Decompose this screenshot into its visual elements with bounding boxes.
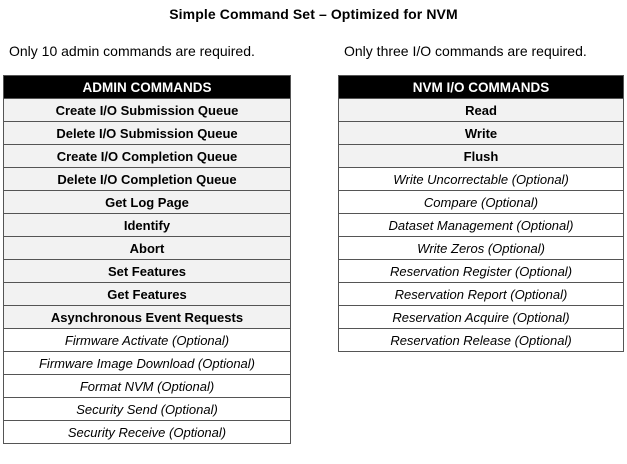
admin-command-command-cell: Create I/O Submission Queue xyxy=(4,99,291,122)
nvm-subtitle: Only three I/O commands are required. xyxy=(344,43,587,59)
nvm-command-row xyxy=(339,122,624,145)
admin-command-row xyxy=(4,306,291,329)
admin-command-row xyxy=(4,214,291,237)
admin-command-row xyxy=(4,237,291,260)
admin-command-row xyxy=(4,191,291,214)
nvm-command-row xyxy=(339,260,624,283)
nvm-command-row xyxy=(339,306,624,329)
nvm-command-command-cell: Compare (Optional) xyxy=(339,191,624,214)
admin-command-row xyxy=(4,145,291,168)
nvm-command-row xyxy=(339,168,624,191)
nvm-command-command-cell: Reservation Register (Optional) xyxy=(339,260,624,283)
nvm-command-row xyxy=(339,191,624,214)
admin-command-row xyxy=(4,352,291,375)
admin-command-row xyxy=(4,99,291,122)
admin-command-command-cell: Set Features xyxy=(4,260,291,283)
admin-commands-table xyxy=(3,75,291,444)
admin-command-row xyxy=(4,168,291,191)
nvm-command-command-cell: Dataset Management (Optional) xyxy=(339,214,624,237)
nvm-command-command-cell: Flush xyxy=(339,145,624,168)
admin-command-row xyxy=(4,421,291,444)
admin-command-command-cell: Security Receive (Optional) xyxy=(4,421,291,444)
nvm-command-command-cell: Write Uncorrectable (Optional) xyxy=(339,168,624,191)
admin-subtitle: Only 10 admin commands are required. xyxy=(9,43,255,59)
nvm-command-command-cell: Write xyxy=(339,122,624,145)
nvm-command-row xyxy=(339,237,624,260)
admin-table-header: ADMIN COMMANDS xyxy=(4,76,291,99)
admin-command-row xyxy=(4,260,291,283)
nvm-command-command-cell: Read xyxy=(339,99,624,122)
nvm-command-row xyxy=(339,99,624,122)
nvm-table-body xyxy=(339,99,624,352)
admin-command-command-cell: Identify xyxy=(4,214,291,237)
admin-command-row xyxy=(4,122,291,145)
admin-command-row xyxy=(4,375,291,398)
admin-command-command-cell: Get Log Page xyxy=(4,191,291,214)
admin-command-command-cell: Create I/O Completion Queue xyxy=(4,145,291,168)
nvm-command-command-cell: Write Zeros (Optional) xyxy=(339,237,624,260)
admin-command-command-cell: Abort xyxy=(4,237,291,260)
nvm-command-row xyxy=(339,329,624,352)
admin-command-command-cell: Format NVM (Optional) xyxy=(4,375,291,398)
admin-command-command-cell: Delete I/O Completion Queue xyxy=(4,168,291,191)
nvm-command-row xyxy=(339,283,624,306)
admin-table-header-row xyxy=(4,76,291,99)
admin-command-row xyxy=(4,283,291,306)
admin-command-command-cell: Delete I/O Submission Queue xyxy=(4,122,291,145)
admin-command-command-cell: Firmware Activate (Optional) xyxy=(4,329,291,352)
admin-command-command-cell: Firmware Image Download (Optional) xyxy=(4,352,291,375)
nvm-table-header: NVM I/O COMMANDS xyxy=(339,76,624,99)
admin-command-row xyxy=(4,329,291,352)
admin-command-command-cell: Security Send (Optional) xyxy=(4,398,291,421)
nvm-command-row xyxy=(339,214,624,237)
admin-command-row xyxy=(4,398,291,421)
admin-table-body xyxy=(4,99,291,444)
nvm-io-commands-table xyxy=(338,75,624,352)
admin-command-command-cell: Get Features xyxy=(4,283,291,306)
nvm-command-command-cell: Reservation Acquire (Optional) xyxy=(339,306,624,329)
admin-command-command-cell: Asynchronous Event Requests xyxy=(4,306,291,329)
nvm-command-command-cell: Reservation Release (Optional) xyxy=(339,329,624,352)
page-title: Simple Command Set – Optimized for NVM xyxy=(169,6,458,22)
nvm-table-header-row xyxy=(339,76,624,99)
nvm-command-command-cell: Reservation Report (Optional) xyxy=(339,283,624,306)
nvm-command-row xyxy=(339,145,624,168)
